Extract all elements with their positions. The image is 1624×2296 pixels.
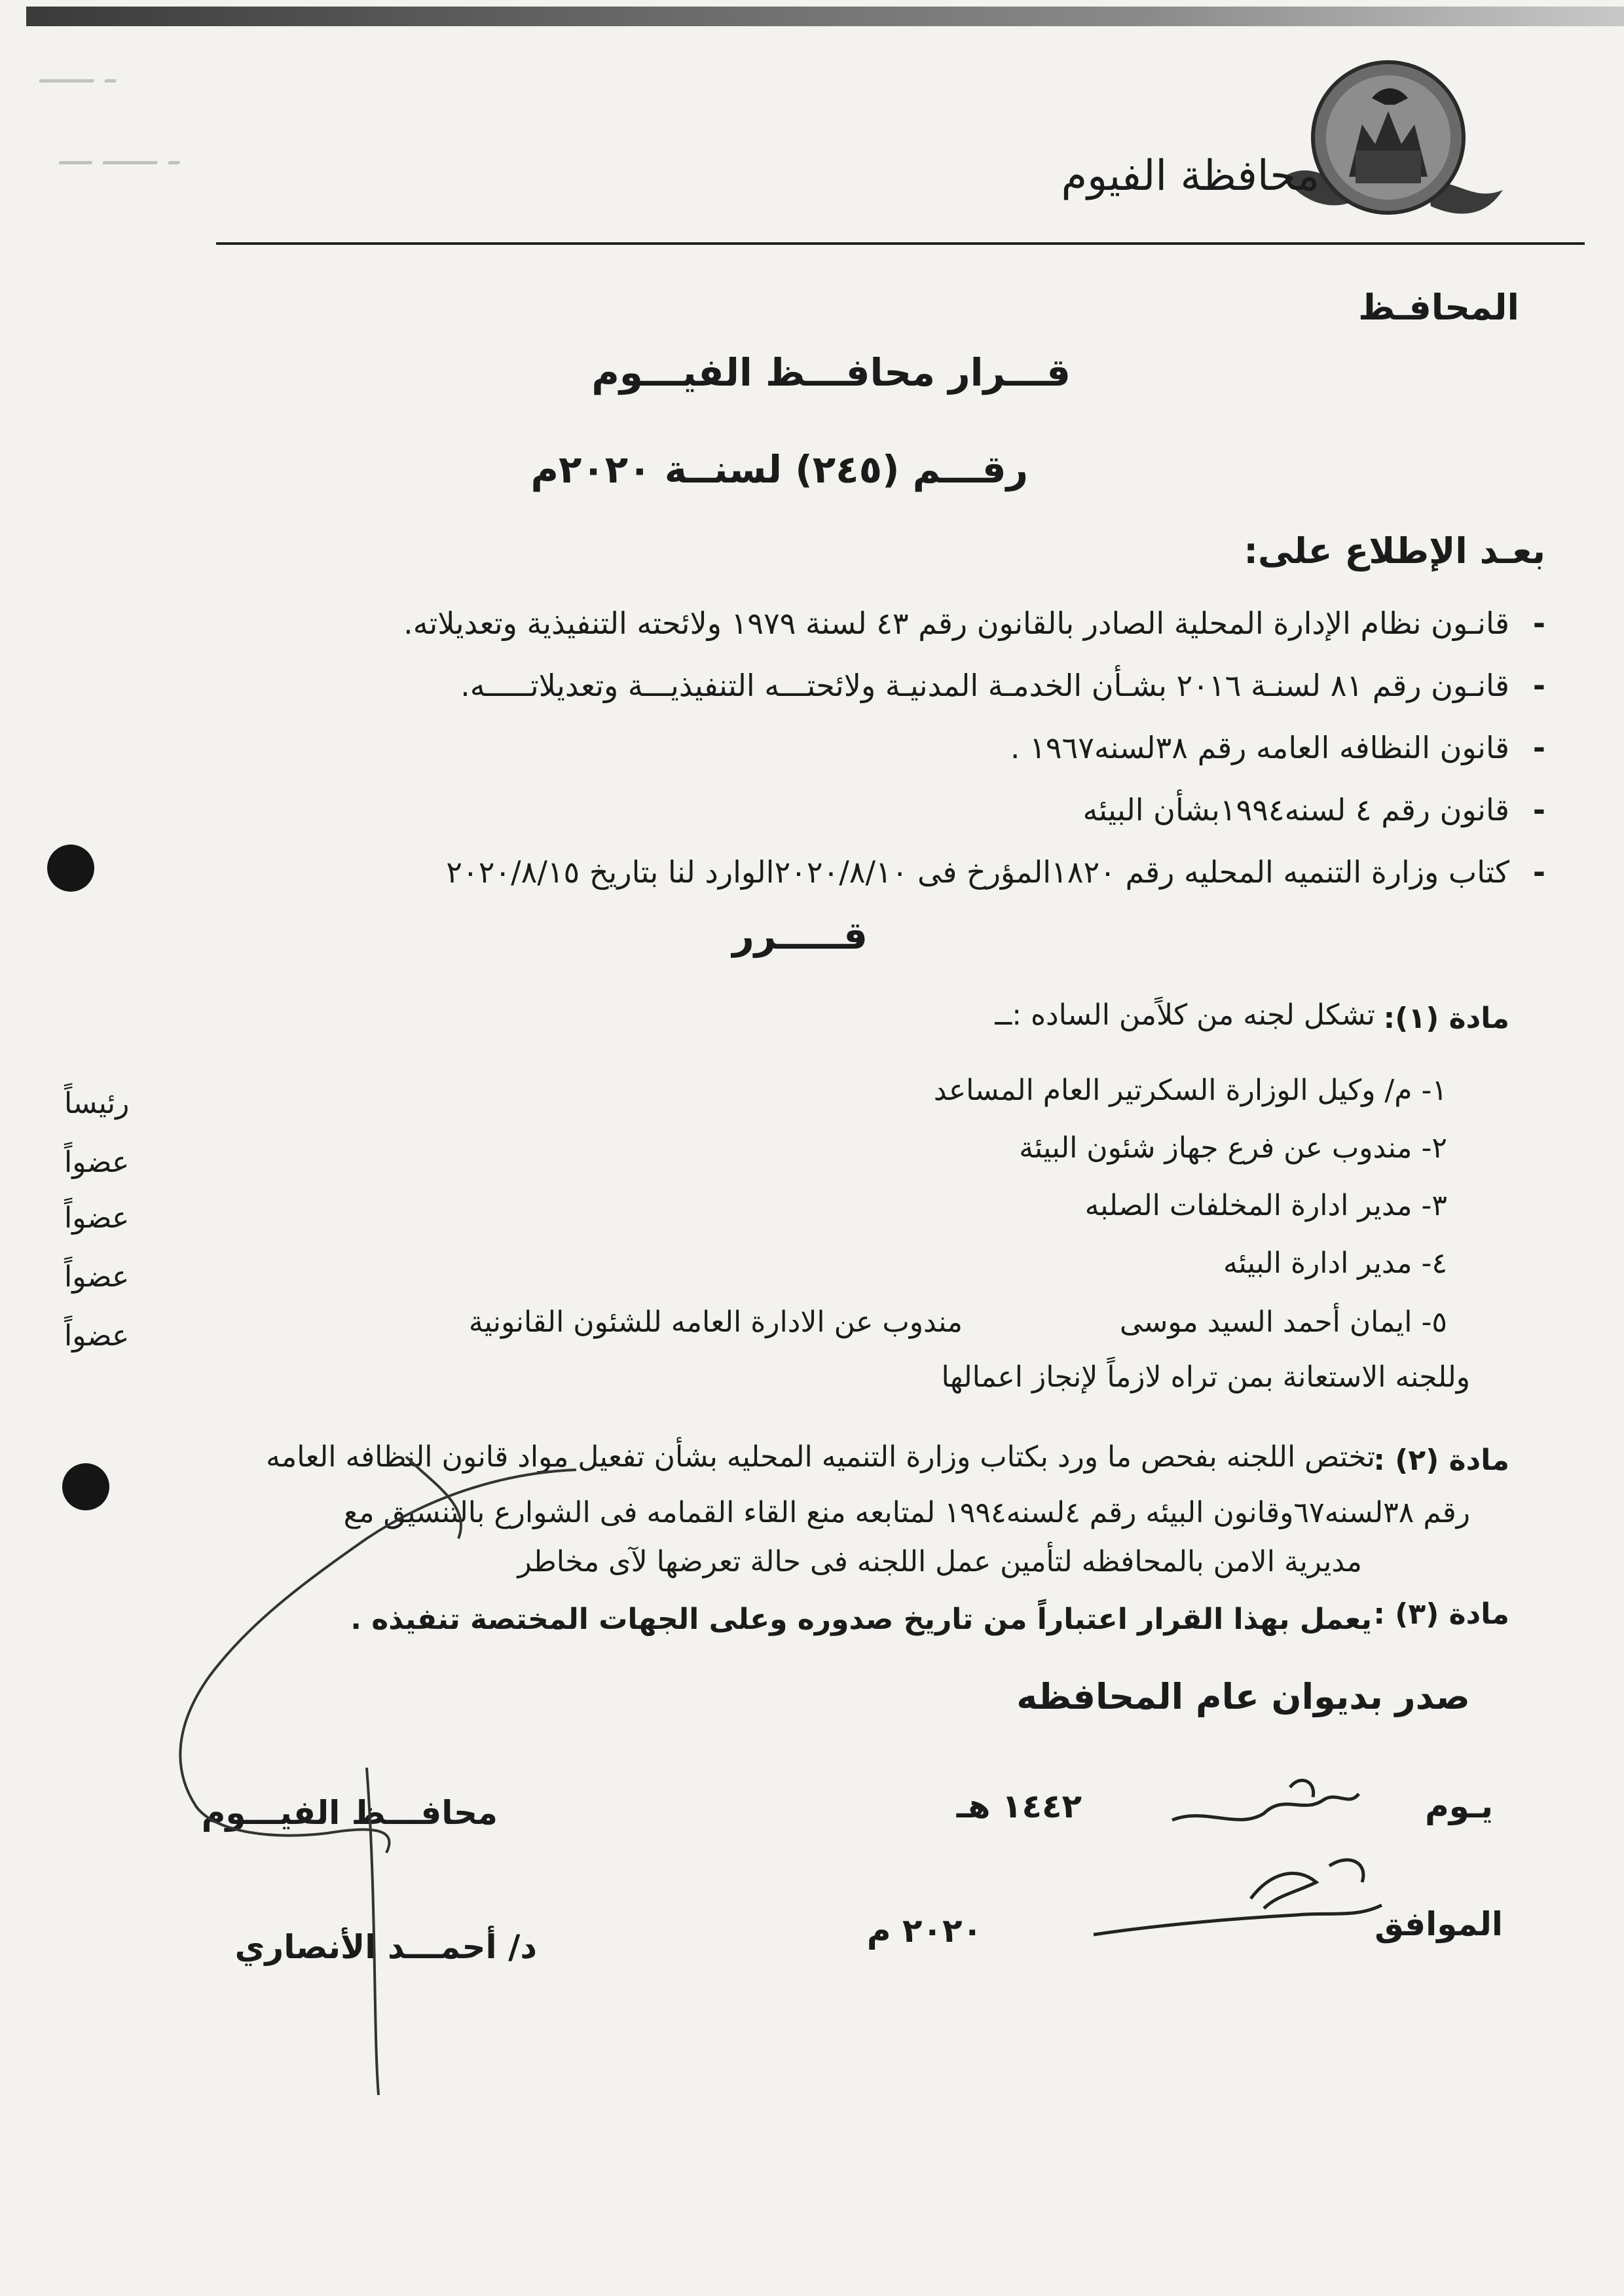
header-divider xyxy=(216,242,1585,245)
article-2-line: مديرية الامن بالمحافظه لتأمين عمل اللجنه فى حالة تعرضها لآى مخاطر xyxy=(517,1545,1362,1578)
scan-edge-shadow xyxy=(26,7,1624,26)
punch-hole xyxy=(47,845,94,892)
review-item: قانون رقم ٤ لسنه١٩٩٤بشأن البيئه xyxy=(1082,792,1509,828)
member-role: رئيساً xyxy=(64,1087,130,1120)
bullet-dash: - xyxy=(1532,730,1545,765)
gregorian-label: الموافق xyxy=(1375,1905,1503,1943)
governorate-emblem-icon xyxy=(1277,52,1506,229)
bullet-dash: - xyxy=(1532,854,1545,890)
decree-title: قـــرار محافـــظ الفيـــوم xyxy=(591,350,1071,395)
bullet-dash: - xyxy=(1532,792,1545,828)
member-role: عضواً xyxy=(64,1260,130,1294)
governorate-name: محافظة الفيوم xyxy=(1061,152,1320,200)
bullet-dash: - xyxy=(1532,606,1545,641)
review-heading: بعـد الإطلاع على: xyxy=(1244,530,1545,572)
review-item: قانـون نظام الإدارة المحلية الصادر بالقانون رقم ٤٣ لسنة ١٩٧٩ ولائحته التنفيذية وتعديلاته. xyxy=(403,606,1509,641)
article-3-label: مادة (٣) : xyxy=(1373,1597,1509,1631)
member-role: عضواً xyxy=(64,1146,130,1179)
handwritten-gregorian-date xyxy=(1080,1846,1395,1951)
handwritten-hijri-date xyxy=(1166,1768,1362,1840)
day-label: يـوم xyxy=(1425,1787,1493,1825)
member-affiliation: مندوب عن الادارة العامه للشئون القانونية xyxy=(468,1305,963,1339)
member-role: عضواً xyxy=(64,1319,130,1353)
committee-member: ٤- مدير ادارة البيئه xyxy=(1223,1247,1447,1280)
gregorian-year: ٢٠٢٠ م xyxy=(866,1912,982,1950)
member-role: عضواً xyxy=(64,1201,130,1235)
punch-hole xyxy=(62,1463,109,1510)
decision-heading: قـــــرر xyxy=(732,913,868,958)
article-1-text: تشكل لجنه من كلاًمن الساده :ــ xyxy=(995,998,1375,1032)
decree-number: رقـــم (٢٤٥) لسنــة ٢٠٢٠م xyxy=(530,447,1028,492)
margin-annotation: ـ ـــــ xyxy=(39,49,116,92)
article-3-text: يعمل بهذا القرار اعتباراً من تاريخ صدوره وعلى الجهات المختصة تنفيذه . xyxy=(350,1603,1372,1636)
margin-annotation: ـ ـــــ ـــ xyxy=(59,131,179,173)
article-2-line: رقم ٣٨لسنه٦٧وقانون البيئه رقم ٤لسنه١٩٩٤ لمتابعه منع القاء القمامه فى الشوارع بالتنسيق مع xyxy=(343,1496,1470,1529)
committee-member: ١- م/ وكيل الوزارة السكرتير العام المساعد xyxy=(933,1074,1447,1107)
signature-name: د/ أحمـــد الأنصاري xyxy=(234,1928,537,1966)
bullet-dash: - xyxy=(1532,668,1545,703)
hijri-year: ١٤٤٢ هـ xyxy=(956,1787,1082,1825)
article-2-label: مادة (٢) : xyxy=(1373,1444,1509,1477)
committee-member: ٢- مندوب عن فرع جهاز شئون البيئة xyxy=(1019,1131,1447,1165)
issued-at: صدر بديوان عام المحافظه xyxy=(1016,1676,1470,1717)
committee-footnote: وللجنه الاستعانة بمن تراه لازماً لإنجاز اعمالها xyxy=(941,1360,1470,1394)
article-2-line: تختص اللجنه بفحص ما ورد بكتاب وزارة التنميه المحليه بشأن تفعيل مواد قانون النظافه العامه xyxy=(266,1440,1375,1474)
committee-member: ٣- مدير ادارة المخلفات الصلبه xyxy=(1084,1189,1447,1222)
review-item: كتاب وزارة التنميه المحليه رقم ١٨٢٠المؤرخ فى ٢٠٢٠/٨/١٠الوارد لنا بتاريخ ٢٠٢٠/٨/١٥ xyxy=(446,854,1509,890)
article-1-label: مادة (١): xyxy=(1383,1002,1509,1035)
signature-title: محافـــظ الفيـــوم xyxy=(201,1794,498,1832)
review-item: قانون النظافه العامه رقم ٣٨لسنه١٩٦٧ . xyxy=(1010,730,1509,765)
office-title: المحافـظ xyxy=(1358,287,1519,328)
review-item: قانـون رقم ٨١ لسنـة ٢٠١٦ بشـأن الخدمـة المدنيـة ولائحتـــه التنفيذيـــة وتعديلاتـــــه. xyxy=(460,668,1509,703)
committee-member: ٥- ايمان أحمد السيد موسى xyxy=(1119,1305,1447,1339)
